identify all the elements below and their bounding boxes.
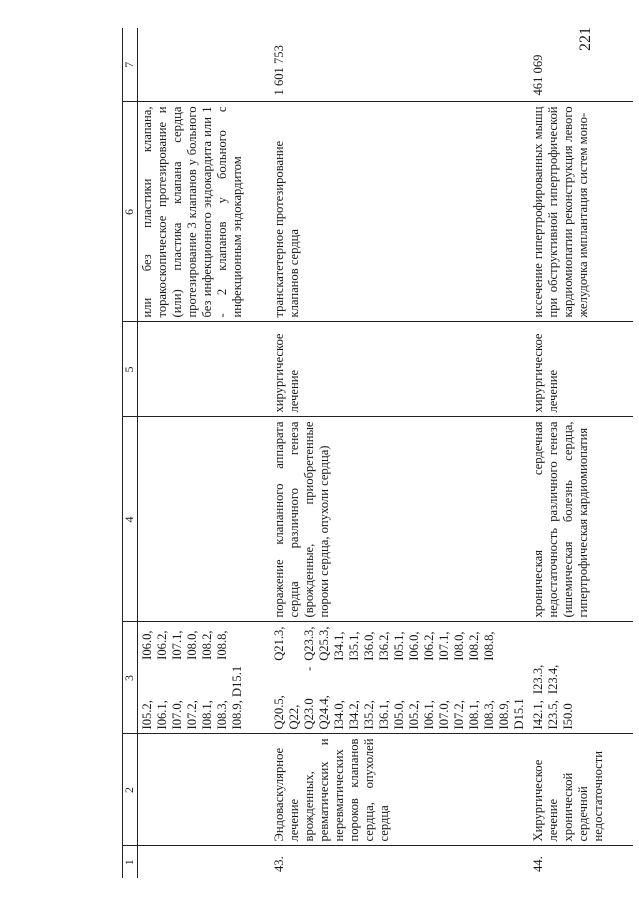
row-price: 461 069 <box>529 28 633 102</box>
header-cell: 1 <box>123 846 138 878</box>
row-number: 43. <box>270 846 529 878</box>
row-treatment: хирургическое лечение <box>529 322 633 417</box>
row-method: транскатетерное протезирование клапанов сердца <box>270 102 529 322</box>
header-cell: 7 <box>123 28 138 102</box>
code: I05.0, <box>392 700 406 730</box>
code: I05.1, <box>392 631 406 661</box>
code: I34.0, <box>332 700 346 730</box>
row-codes <box>138 622 271 734</box>
treatment-table <box>122 28 633 878</box>
code: Q25.3, <box>317 626 331 661</box>
row-treatment <box>138 322 271 417</box>
code: I34.1, <box>332 631 346 661</box>
code: Q23.3, <box>302 626 316 661</box>
row-method: иссечение гипертрофированных мышц при обструктивной гипертрофической кардиомиопатии реконструкция левого желудочка имплантация систем моно- <box>529 102 633 322</box>
codes-left <box>272 677 527 730</box>
code: Q24.4, <box>317 695 331 730</box>
code: I36.0, <box>362 631 376 661</box>
code: Q23.0 <box>302 698 316 730</box>
row-name: Хирургическое лечение хронической сердечной недостаточности <box>529 734 633 846</box>
code: I07.2, <box>185 700 199 730</box>
table-row <box>529 28 633 878</box>
code-range-dash: - <box>302 666 316 671</box>
code: Q21.3, <box>272 626 286 661</box>
row-price <box>138 28 271 102</box>
code: I23.3, <box>531 664 545 695</box>
header-cell: 6 <box>123 102 138 322</box>
row-diagnosis: хроническая сердечная недостаточность различного генеза (ишемическая болезнь сердца, гипертрофическая кардиомиопатия <box>529 417 633 622</box>
header-row <box>123 28 138 878</box>
code: I23.5, <box>546 700 560 730</box>
table-row <box>138 28 271 878</box>
code: I07.2, <box>452 700 466 730</box>
code: I36.2, <box>377 631 391 661</box>
header-cell: 3 <box>123 622 138 734</box>
code: I05.2, <box>140 700 154 730</box>
row-codes <box>270 622 529 734</box>
row-method: или без пластики клапана, торакоскопическое протезирование и (или) пластика клапана сердца протезирование 3 клапанов у больного без инфекционного эндокардита или 1 - 2 клапанов у больного с инфекционным эндокардитом <box>138 102 271 322</box>
code: I06.0, <box>407 631 421 661</box>
code: I36.1, <box>377 700 391 730</box>
table-row <box>270 28 529 878</box>
header-cell: 5 <box>123 322 138 417</box>
code: I08.8, <box>215 630 229 660</box>
row-name <box>138 734 271 846</box>
row-number <box>138 846 271 878</box>
code: I07.0, <box>437 700 451 730</box>
codes-left <box>140 666 245 730</box>
code: I42.1, <box>531 700 545 730</box>
code: I08.0, <box>185 630 199 660</box>
code: I07.0, <box>170 700 184 730</box>
code: I08.1, <box>200 700 214 730</box>
code: I08.3, <box>482 700 496 730</box>
row-diagnosis <box>138 417 271 622</box>
codes-right <box>531 665 576 694</box>
row-price: 1 601 753 <box>270 28 529 102</box>
code: I08.3, <box>215 700 229 730</box>
code <box>287 627 302 661</box>
codes-left <box>531 700 576 729</box>
row-diagnosis: поражение клапанного аппарата сердца различного генеза (врожденные, приобретенные пороки сердца, опухоли сердца) <box>270 417 529 622</box>
code: I07.1, <box>437 631 451 661</box>
header-cell: 2 <box>123 734 138 846</box>
code: I07.1, <box>170 630 184 660</box>
code: I08.9, D15.1 <box>497 698 526 730</box>
code: I06.1, <box>155 700 169 730</box>
rotated-table-page <box>122 28 622 878</box>
code: I50.0 <box>561 703 575 730</box>
code: I08.8, <box>482 631 496 661</box>
code: I08.2, <box>467 631 481 661</box>
codes-right <box>140 630 245 659</box>
header-cell: 4 <box>123 417 138 622</box>
code: I08.2, <box>200 630 214 660</box>
code: I06.1, <box>422 700 436 730</box>
code: I35.2, <box>362 700 376 730</box>
code: I06.0, <box>140 630 154 660</box>
code: I05.2, <box>407 700 421 730</box>
codes-dash <box>272 667 527 671</box>
page-number: 221 <box>577 27 594 51</box>
row-number: 44. <box>529 846 633 878</box>
code: I23.4, <box>546 664 560 695</box>
code: I34.2, <box>347 700 361 730</box>
code: Q20.5, <box>272 695 286 730</box>
codes-right <box>272 627 527 661</box>
row-name: Эндоваскулярное лечение врожденных, ревматических и неревматических пороков клапанов сердца, опухолей сердца <box>270 734 529 846</box>
code: I08.9, D15.1 <box>230 665 244 730</box>
code: I06.2, <box>155 630 169 660</box>
code: I08.1, <box>467 700 481 730</box>
code: I06.2, <box>422 631 436 661</box>
row-codes <box>529 622 633 734</box>
code: I08.0, <box>452 631 466 661</box>
code: I35.1, <box>347 631 361 661</box>
code: Q22, <box>287 704 301 730</box>
row-treatment: хирургическое лечение <box>270 322 529 417</box>
